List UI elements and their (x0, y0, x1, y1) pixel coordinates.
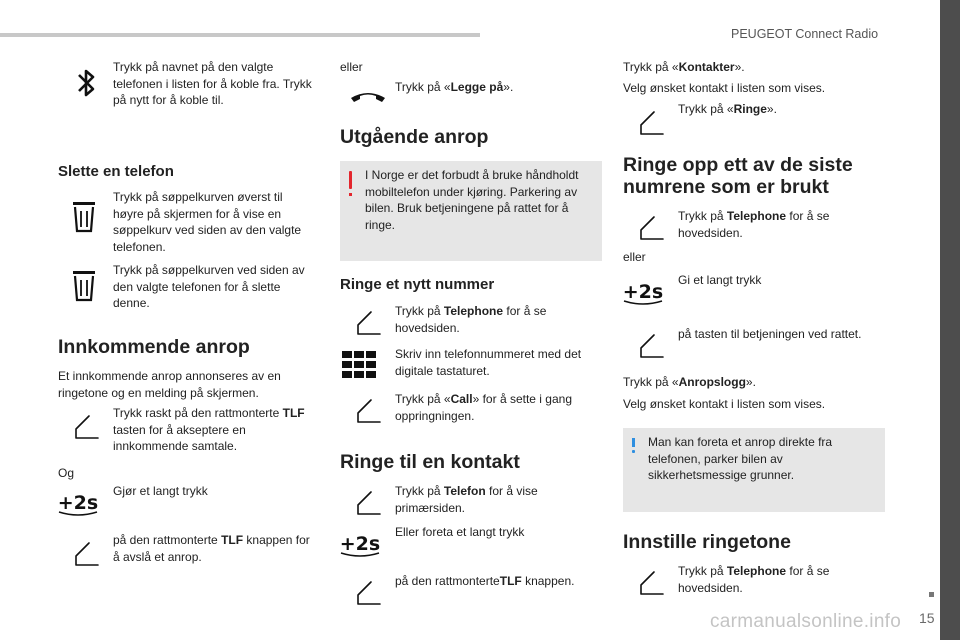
header-rule (0, 33, 480, 37)
warning-note (340, 161, 602, 261)
info-text: Man kan foreta et anrop direkte fra telefonen, parker bilen av sikkerhetsmessige grunner. (648, 435, 833, 482)
hangup-text: Trykk på «Legge på». (395, 80, 514, 94)
press-icon (64, 534, 104, 574)
warning-text: I Norge er det forbudt å bruke håndholdt mobiltelefon under kjøring. Parkering av bilen. Bruk betjeningene på rattet for å ringe. (365, 168, 579, 232)
bluetooth-text: Trykk på navnet på den valgte telefonen i listen for å koble fra. Trykk på nytt for å koble til. (113, 60, 312, 107)
new-number-heading: Ringe et nytt nummer (340, 276, 495, 293)
eller-label: eller (340, 60, 363, 74)
ringtone-heading: Innstille ringetone (623, 531, 791, 553)
hang-up-icon (346, 82, 390, 112)
eller-label: eller (623, 250, 646, 264)
svg-text:+2s: +2s (57, 492, 99, 514)
og-label: Og (58, 466, 75, 480)
incoming-call-heading: Innkommende anrop (58, 336, 250, 358)
press-icon (346, 303, 386, 343)
bluetooth-icon (66, 63, 106, 103)
contact-long-press-text: Eller foreta et langt trykk (395, 525, 525, 539)
new-number-step-3-text: Trykk på «Call» for å sette i gang oppringningen. (395, 392, 572, 423)
info-icon (632, 438, 635, 447)
press-icon (64, 407, 104, 447)
outgoing-call-heading: Utgående anrop (340, 126, 489, 148)
incoming-step-1-text: Trykk raskt på den rattmonterte TLF tasten for å akseptere en innkommende samtale. (113, 406, 305, 453)
long-press-2s-icon (338, 527, 382, 559)
svg-text:+2s: +2s (339, 533, 381, 555)
press-icon (346, 573, 386, 613)
end-call-text: på den rattmonterte TLF knappen for å avslå et anrop. (113, 533, 310, 564)
recent-long-press-text: Gi et langt trykk (678, 273, 762, 287)
warning-icon (349, 171, 352, 189)
select-contact-text: Velg ønsket kontakt i listen som vises. (623, 81, 826, 95)
ringtone-step-1-text: Trykk på Telephone for å se hovedsiden. (678, 564, 830, 595)
press-icon (629, 563, 669, 603)
contacts-instruction: Trykk på «Kontakter». (623, 60, 745, 74)
long-press-text: Gjør et langt trykk (113, 484, 208, 498)
delete-step-1-text: Trykk på søppelkurven øverst til høyre på skjermen for å vise en søppelkurv ved siden av den valgte telefonen. (113, 190, 302, 254)
page-edge-strip (940, 0, 960, 640)
contact-step-1-text: Trykk på Telefon for å vise primærsiden. (395, 484, 538, 515)
recent-step-1-text: Trykk på Telephone for å se hovedsiden. (678, 209, 830, 240)
new-number-step-1-text: Trykk på Telephone for å se hovedsiden. (395, 304, 547, 335)
select-contact-text-2: Velg ønsket kontakt i listen som vises. (623, 397, 826, 411)
trash-icon (64, 266, 104, 306)
watermark: carmanualsonline.info (710, 611, 902, 632)
call-contact-heading: Ringe til en kontakt (340, 451, 520, 473)
page-marker (929, 592, 934, 597)
ring-text: Trykk på «Ringe». (678, 102, 777, 116)
call-log-instruction: Trykk på «Anropslogg». (623, 375, 756, 389)
recent-wheel-text: på tasten til betjeningen ved rattet. (678, 327, 862, 341)
trash-icon (64, 197, 104, 237)
press-icon (346, 391, 386, 431)
press-icon (346, 483, 386, 523)
info-note (623, 428, 885, 512)
press-icon (629, 326, 669, 366)
svg-text:+2s: +2s (622, 281, 664, 303)
press-icon (629, 103, 669, 143)
delete-step-2-text: Trykk på søppelkurven ved siden av den valgte telefonen for å slette denne. (113, 263, 305, 310)
new-number-step-2-text: Skriv inn telefonnummeret med det digitale tastaturet. (395, 347, 582, 378)
press-icon (629, 208, 669, 248)
keypad-icon (340, 349, 380, 381)
contact-step-3-text: på den rattmonterteTLF knappen. (395, 574, 575, 588)
page-number: 15 (919, 610, 935, 626)
delete-phone-heading: Slette en telefon (58, 163, 174, 180)
incoming-intro: Et innkommende anrop annonseres av en ringetone og en melding på skjermen. (58, 369, 281, 400)
header-title: PEUGEOT Connect Radio (731, 27, 879, 41)
recent-numbers-heading: Ringe opp ett av de siste numrene som er brukt (623, 154, 853, 198)
long-press-2s-icon (56, 486, 100, 518)
long-press-2s-icon (621, 275, 665, 307)
